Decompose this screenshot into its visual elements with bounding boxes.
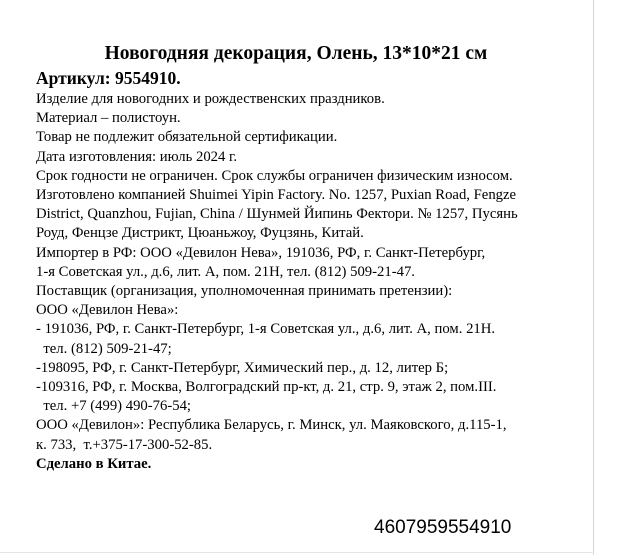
supplier-address-1: - 191036, РФ, г. Санкт-Петербург, 1-я Советская ул., д.6, лит. А, пом. 21Н. xyxy=(36,321,496,338)
product-title: Новогодняя декорация, Олень, 13*10*21 см xyxy=(104,43,488,64)
certification-line: Товар не подлежит обязательной сертификации. xyxy=(36,129,338,146)
barcode-number: 4607959554910 xyxy=(374,517,512,538)
importer-line-2: 1-я Советская ул., д.6, лит. А, пом. 21Н, тел. (812) 509-21-47. xyxy=(36,263,415,280)
supplier-address-3: -109316, РФ, г. Москва, Волгоградский пр-кт, д. 21, стр. 9, этаж 2, пом.III. xyxy=(36,379,497,396)
article-number: Артикул: 9554910. xyxy=(36,68,181,88)
made-in-china: Сделано в Китае. xyxy=(36,455,152,472)
supplier-phone-1: тел. (812) 509-21-47; xyxy=(36,340,172,357)
manufacturer-line-1: Изготовлено компанией Shuimei Yipin Factory. No. 1257, Puxian Road, Fengze xyxy=(36,187,517,204)
label-body xyxy=(36,90,566,474)
manufacturer-line-3: Роуд, Фенцзе Дистрикт, Цюаньжоу, Фуцзянь, Китай. xyxy=(36,225,364,242)
purpose-line: Изделие для новогодних и рождественских праздников. xyxy=(36,91,385,107)
manufacturer-line-2: District, Quanzhou, Fujian, China / Шунмей Йипинь Фектори. № 1257, Пусянь xyxy=(36,206,518,223)
supplier-phone-3: тел. +7 (499) 490-76-54; xyxy=(36,398,192,415)
page-border-right xyxy=(593,0,594,555)
supplier-name: ООО «Девилон Нева»: xyxy=(36,302,179,319)
importer-line-1: Импортер в РФ: ООО «Девилон Нева», 191036, РФ, г. Санкт-Петербург, xyxy=(36,244,486,261)
page-border-bottom xyxy=(0,552,594,553)
manufacture-date-line: Дата изготовления: июль 2024 г. xyxy=(36,148,238,165)
shelf-life-line: Срок годности не ограничен. Срок службы ограничен физическим износом. xyxy=(36,167,513,184)
supplier-heading: Поставщик (организация, уполномоченная принимать претензии): xyxy=(36,283,453,300)
belarus-supplier-line-1: ООО «Девилон»: Республика Беларусь, г. Минск, ул. Маяковского, д.115-1, xyxy=(36,417,507,434)
supplier-address-2: -198095, РФ, г. Санкт-Петербург, Химический пер., д. 12, литер Б; xyxy=(36,359,449,376)
belarus-supplier-line-2: к. 733, т.+375-17-300-52-85. xyxy=(36,436,213,453)
material-line: Материал – полистоун. xyxy=(36,110,181,127)
